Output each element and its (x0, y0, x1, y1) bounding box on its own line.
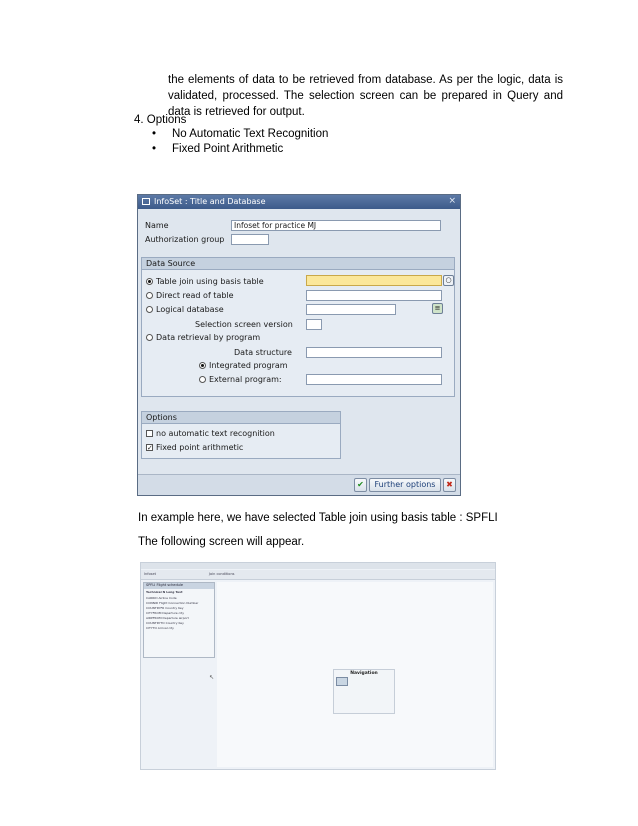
dialog-footer (138, 474, 460, 495)
direct-read-label: Direct read of table (156, 291, 234, 300)
external-program-radio[interactable] (199, 376, 206, 383)
direct-read-field[interactable] (306, 290, 442, 301)
direct-read-radio[interactable] (146, 292, 153, 299)
data-structure-field[interactable] (306, 347, 442, 358)
navigation-thumbnail[interactable] (336, 677, 348, 686)
navigation-box (333, 669, 395, 714)
bullet-item (152, 143, 283, 155)
data-structure-label: Data structure (234, 348, 292, 357)
close-icon[interactable]: × (448, 196, 456, 206)
bullet-icon: • (152, 128, 157, 140)
external-program-field[interactable] (306, 374, 442, 385)
panel-title: SPFLI Flight schedule (144, 583, 214, 589)
logical-database-field[interactable] (306, 304, 396, 315)
integrated-program-radio[interactable] (199, 362, 206, 369)
screen-titlebar (141, 563, 495, 569)
field-row[interactable]: COUNTRYFR Country Key (146, 606, 184, 610)
table-join-label: Table join using basis table (156, 277, 264, 286)
name-label: Name (145, 221, 169, 230)
options-heading: 4. Options (134, 114, 187, 126)
toolbar-join-conditions[interactable]: Join conditions (209, 572, 235, 576)
data-source-header (142, 258, 454, 270)
integrated-program-label: Integrated program (209, 361, 288, 370)
basis-table-field[interactable] (306, 275, 442, 286)
navigation-heading: Navigation (350, 671, 378, 676)
field-row[interactable]: CARRID Airline Code (146, 596, 177, 600)
field-row[interactable]: CITYTO Arrival city (146, 626, 174, 630)
infoset-dialog (137, 194, 461, 496)
field-row[interactable]: CONNID Flight Connection Number (146, 601, 199, 605)
field-row[interactable]: AIRPFROM Departure airport (146, 616, 189, 620)
cancel-icon[interactable]: ✖ (443, 478, 456, 492)
options-header (142, 412, 340, 424)
field-row[interactable]: COUNTRYTO Country Key (146, 621, 184, 625)
join-screen-screenshot (140, 562, 496, 770)
bullet-icon: • (152, 143, 157, 155)
table-field-panel (143, 582, 215, 658)
data-source-group (141, 257, 455, 397)
further-options-button[interactable]: Further options (369, 478, 441, 492)
logical-database-radio[interactable] (146, 306, 153, 313)
caption-selected-table: In example here, we have selected Table join using basis table : SPFLI (138, 512, 498, 524)
list-icon[interactable]: ≡ (432, 303, 443, 314)
options-group-heading: Options (146, 413, 177, 422)
data-retrieval-radio[interactable] (146, 334, 153, 341)
edit-icon (142, 198, 150, 205)
cursor-icon: ↖ (209, 674, 215, 681)
name-field[interactable]: Infoset for practice MJ (231, 220, 441, 231)
table-join-radio[interactable] (146, 278, 153, 285)
intro-paragraph: the elements of data to be retrieved from database. As per the logic, data is validated, processed. The selection screen can be prepared in Query and data is retrieved for output. (168, 74, 563, 118)
data-retrieval-label: Data retrieval by program (156, 333, 261, 342)
selection-screen-version-label: Selection screen version (195, 320, 293, 329)
authorization-group-field[interactable] (231, 234, 269, 245)
field-row[interactable]: CITYFROM Departure city (146, 611, 184, 615)
dialog-titlebar (138, 195, 460, 209)
bullet-text: Fixed Point Arithmetic (172, 143, 284, 155)
fixed-point-label: Fixed point arithmetic (156, 443, 244, 452)
panel-header: Technical N Long Text (146, 590, 183, 594)
fixed-point-checkbox[interactable]: ✓ (147, 444, 153, 452)
bullet-item (152, 128, 328, 140)
data-source-heading: Data Source (146, 259, 196, 268)
authorization-group-label: Authorization group (145, 235, 225, 244)
no-auto-text-label: no automatic text recognition (156, 429, 275, 438)
bullet-text: No Automatic Text Recognition (172, 128, 329, 140)
search-help-icon[interactable]: ○ (443, 275, 454, 286)
logical-database-label: Logical database (156, 305, 224, 314)
screen-toolbar (141, 570, 495, 580)
confirm-icon[interactable]: ✔ (354, 478, 367, 492)
options-group (141, 411, 341, 459)
external-program-label: External program: (209, 375, 282, 384)
toolbar-infoset[interactable]: Infoset (144, 572, 156, 576)
no-auto-text-checkbox[interactable] (146, 430, 153, 437)
selection-screen-version-field[interactable] (306, 319, 322, 330)
caption-following-screen: The following screen will appear. (138, 536, 305, 548)
dialog-title: InfoSet : Title and Database (154, 197, 266, 206)
